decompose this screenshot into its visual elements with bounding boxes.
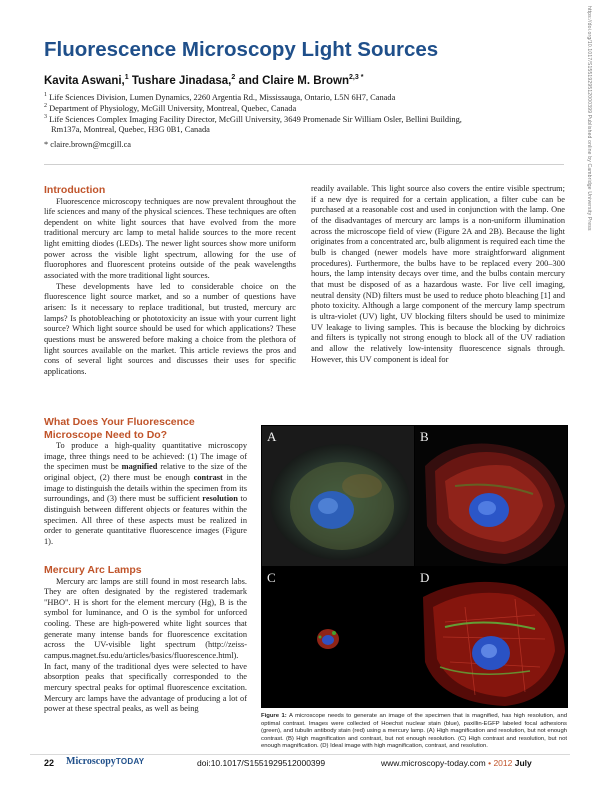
column-2-paragraph: readily available. This light source also covers the entire visible spectrum; if a new dye is required for a certain application, a filter cube can be purchased at a reasonable cost and used in conjunction with the lamp. One of the disadvantages of mercury arc lamps is a non-uniform illumination across the microscope field of view (Figure 2A and 2B). Because the light originates from a concentrated arc, bulb alignment is required each time the bulb is changed (newer models have more straightforward alignment procedures). Furthermore, the bulbs have to be replaced every 200–300 hours, the lamp intensity decays over time, and the bulbs contain mercury that must be disposed of as a hazardous waste. For live cell imaging, neutral density (ND) filters must be used to reduce photo bleaching [1] and photo toxicity. Although a large component of the mercury lamp spectrum is ultra-violet (UV) light, UV blocking filters should be used to minimize UV leakage to living samples. This is because the blocking by dichroics and filters is typically not strong enough to block all of the UV radiation and allow the relatively low-intensity fluorescence signals through. However, this UV component is ideal for [311,184,565,364]
text-run: to distinguish between different objects or features within the specimen. All three of these aspects must be realized in order to generate quantitative fluorescence images (Figure 1). [44,494,248,546]
website-link[interactable]: www.microscopy-today.com [381,758,486,768]
author-3-sup: 2,3 * [349,74,364,81]
aff-sup: 3 [44,114,47,120]
logo-word-today: TODAY [115,757,145,766]
bold-term-magnified: magnified [121,462,158,472]
author-2: Tushare Jinadasa, [128,74,232,87]
figure-panel-c [262,567,414,707]
column-2-text [311,184,565,365]
author-1-sup: 1 [124,74,129,81]
sidebar-doi: https://doi.org/10.1017/S1551929512000399 Published online by Cambridge University Press [586,6,592,231]
footer-year: 2012 [493,758,513,768]
affiliation-3 [44,112,574,136]
header-divider [44,164,564,165]
footer-divider [30,754,570,755]
figure-panel-d [415,567,567,707]
panel-label-c: C [267,570,276,585]
section-mercury-heading: Mercury Arc Lamps [44,564,142,576]
intro-heading: Introduction [44,184,106,196]
aff-text-2: Rm137a, Montreal, Quebec, H3G 0B1, Canada [51,125,210,135]
caption-label: Figure 1: [261,713,287,719]
figure-1 [261,425,568,708]
section-needs-heading-line1: What Does Your Fluorescence [44,416,195,428]
panel-c-micrograph [262,567,414,707]
text-run: in the image to distinguish the details within the specimen from its surroundings, and (3) there must be sufficient [44,472,247,504]
section-needs [44,416,247,548]
intro-paragraph-2: These developments have led to considerable choice on the fluorescence light source market, and so a number of questions have arisen: Is it necessary to replace traditional, but trusted, mercury arc lamps? Is photobleaching or phototoxicity an issue with your current light source? Which light source should be used for which applications? These questions must be answered before making a choice from the plethora of light sources available on the market. This article reviews the pros and cons of several light sources and discusses their uses for specific applications. [44,281,296,376]
panel-d-micrograph [415,567,567,707]
figure-panel-b [415,426,567,566]
panel-label-d: D [420,570,430,585]
aff-text: Life Sciences Complex Imaging Facility Director, McGill University, 3649 Promenade Sir William Osler, Bellini Building, [49,114,462,124]
footer-website[interactable] [381,758,532,768]
journal-logo [66,756,144,767]
author-3: and Claire M. Brown [235,74,350,87]
aff-sup: 1 [44,92,47,98]
section-mercury [44,564,247,715]
footer-doi[interactable]: doi:10.1017/S1551929512000399 [197,758,326,768]
intro-section [44,184,296,378]
aff-text: Department of Physiology, McGill University, Montreal, Quebec, Canada [49,103,297,113]
intro-paragraph-1: Fluorescence microscopy techniques are now prevalent throughout the life sciences and many of the physical sciences. These techniques are often dependent on white light sources that have evolved from the more traditional mercury arc lamp to metal halide sources to the more recent light emitting diodes (LEDs). The newer light sources show more uniform power across the visible light spectrum, allowing for the use of fluorophores and fluorescent proteins outside of the peak wavelengths associated with the more traditional light sources. [44,196,296,281]
panel-a-micrograph [262,426,414,566]
panel-label-a: A [267,429,277,444]
footer-bullet: • [488,758,492,768]
section-needs-heading-line2: Microscope Need to Do? [44,428,168,441]
footer-month: July [514,758,532,768]
aff-text: Life Sciences Division, Lumen Dynamics, 2260 Argentia Rd., Mississauga, Ontario, L5N 6H7, Canada [49,92,396,102]
section-needs-heading [44,416,247,441]
article-title: Fluorescence Microscopy Light Sources [44,38,439,61]
author-2-sup: 2 [231,74,236,81]
author-1: Kavita Aswani, [44,74,125,87]
logo-word-microscopy: Microscopy [66,756,116,767]
aff-sup: 2 [44,103,47,109]
figure-panel-a [262,426,414,566]
page-number: 22 [44,758,55,768]
panel-b-micrograph [415,426,567,566]
figure-caption [261,713,567,751]
text-run: relative to the size of the original object, (2) there must be enough [44,462,247,482]
author-list [44,74,363,87]
section-needs-paragraph [44,441,247,548]
text-run: To produce a high-quality quantitative microscopy image, three things need to be achieved: (1) The image of the specimen must be [44,441,247,472]
bold-term-resolution: resolution [202,494,238,504]
section-mercury-paragraph: Mercury arc lamps are still found in most research labs. They are often designated by the registered trademark "HBO". H is short for the element mercury (Hg), B is the symbol for luminance, and O is the symbol for unforced cooling. These are high-powered white light sources that generate many intense bands for fluorescence excitation across the UV-visible light spectrum (http://zeiss-campus.magnet.fsu.edu/articles/basics/fluorescence.html). In fact, many of the traditional dyes were selected to have absorption peaks that specifically corresponded to the mercury spectral peaks for optimal fluorescence excitation. Mercury arc lamps have the advantage of producing a lot of power at these spectral peaks, as well as being [44,576,247,714]
bold-term-contrast: contrast [193,472,223,482]
panel-label-b: B [420,429,429,444]
corresponding-email[interactable]: * claire.brown@mcgill.ca [44,140,132,149]
caption-text: A microscope needs to generate an image of the specimen that is magnified, has high resolution, and optimal contrast. Images were collected of Hoechst nuclear stain (blue), paxillin-EGFP labeled focal adhesions (green), and tubulin antibody stain (red) using a mercury lamp. (A) High magnification and resolution, but not enough contrast. (B) High magnification and contrast, but not enough resolution. (C) High contrast and resolution, but not enough magnification. (D) Ideal image with high magnification, contrast, and resolution. [261,713,568,750]
